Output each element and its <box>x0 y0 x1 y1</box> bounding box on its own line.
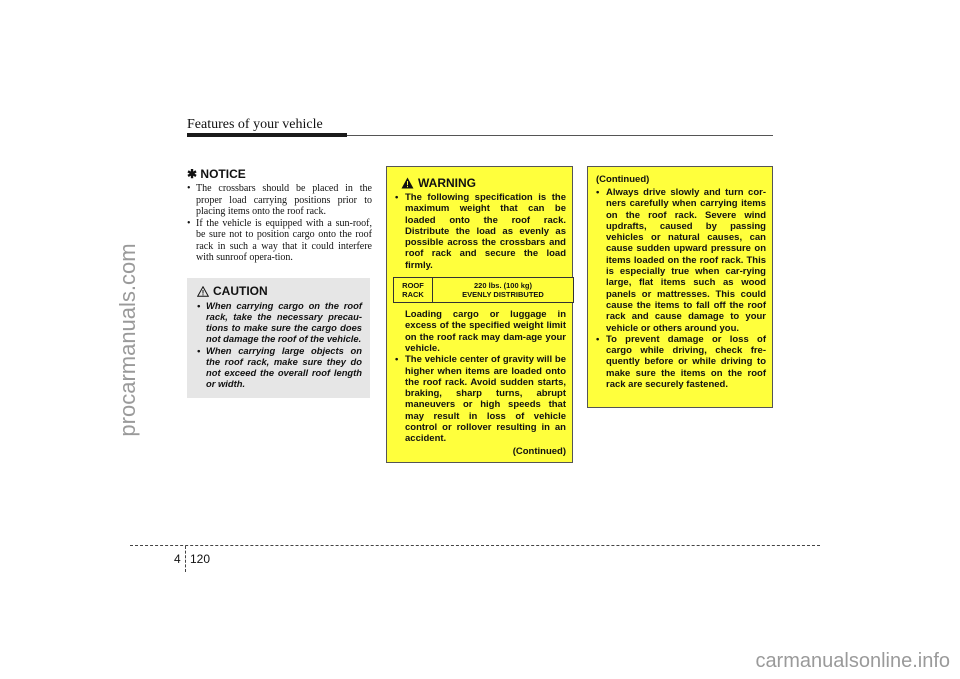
warning-item-continuation: Loading cargo or luggage in excess of the specified weight limit on the roof rack may dam-age your vehicle. <box>405 309 566 354</box>
continued-heading: (Continued) <box>596 174 650 185</box>
watermark-side-text: procarmanuals.com <box>115 243 140 437</box>
caution-item: • When carrying large objects on the roof rack, make sure they do not exceed the overall roof length or width. <box>197 345 362 389</box>
watermark-bottom: carmanualsonline.info <box>755 650 950 672</box>
warning-triangle-icon <box>197 286 209 297</box>
warning-continued-box <box>587 166 773 408</box>
header-rule <box>347 135 773 136</box>
footer-rule <box>130 545 820 546</box>
page-number: 120 <box>190 552 211 566</box>
warning-icon <box>401 177 414 189</box>
warning-heading <box>401 176 566 190</box>
warning-continued-list <box>596 187 766 390</box>
chapter-number: 4 <box>174 552 181 566</box>
page-header-title: Features of your vehicle <box>187 117 323 132</box>
warning-box <box>386 166 573 463</box>
caution-list <box>197 300 362 389</box>
warning-item: • To prevent damage or loss of cargo while driving, check fre-quently before or while driving to make sure the items on the roof rack are securely fastened. <box>596 334 766 390</box>
warning-title: WARNING <box>418 176 476 190</box>
roof-rack-label-cell <box>394 278 433 302</box>
caution-item: • When carrying cargo on the roof rack, take the necessary precau-tions to make sure the cargo does not damage the roof of the vehicle. <box>197 300 362 344</box>
warning-item: • Always drive slowly and turn cor-ners carefully when carrying items on the roof rack. Severe wind updrafts, caused by passing vehicles or natural causes, can cause sudden upward pressure on items loaded on the roof rack. This is especially true when car-rying large, flat items such as wood panels or mattresses. This could cause the items to fall off the roof rack and cause damage to your vehicle or others around you. <box>596 187 766 334</box>
roof-rack-value-cell <box>433 278 573 302</box>
caution-heading <box>197 284 362 298</box>
notice-item: • If the vehicle is equipped with a sun-roof, be sure not to position cargo onto the roof rack in such a way that it could interfere with sunroof opera-tion. <box>187 218 372 264</box>
notice-title: NOTICE <box>200 167 246 181</box>
notice-star-icon: ✱ <box>187 167 198 181</box>
caution-box <box>187 278 370 398</box>
warning-item: • The vehicle center of gravity will be higher when items are loaded onto the roof rack. Avoid sudden starts, braking, sharp turns, abrupt maneuvers or high speeds that may result in loss of vehicle control or rollover resulting in an accident. <box>395 354 566 444</box>
warning-list-2 <box>395 354 566 444</box>
caution-title: CAUTION <box>213 284 268 298</box>
roof-rack-value-line1: 220 lbs. (100 kg) <box>474 281 532 291</box>
footer-separator <box>185 546 186 572</box>
roof-rack-value-line2: EVENLY DISTRIBUTED <box>462 290 544 300</box>
warning-item: • The following specification is the maximum weight that can be loaded onto the roof rack. Distribute the load as evenly as possible across the crossbars and roof rack and secure the load firmly. <box>395 192 566 271</box>
warning-list <box>395 192 566 271</box>
notice-section <box>187 167 372 264</box>
roof-rack-label-line2: RACK <box>402 290 424 300</box>
roof-rack-spec-table <box>393 277 574 303</box>
notice-heading <box>187 167 372 181</box>
notice-list <box>187 183 372 264</box>
continued-label: (Continued) <box>512 445 566 457</box>
header-bar <box>187 133 347 137</box>
notice-item: • The crossbars should be placed in the proper load carrying positions prior to placing items onto the roof rack. <box>187 183 372 218</box>
roof-rack-label-line1: ROOF <box>402 281 424 291</box>
